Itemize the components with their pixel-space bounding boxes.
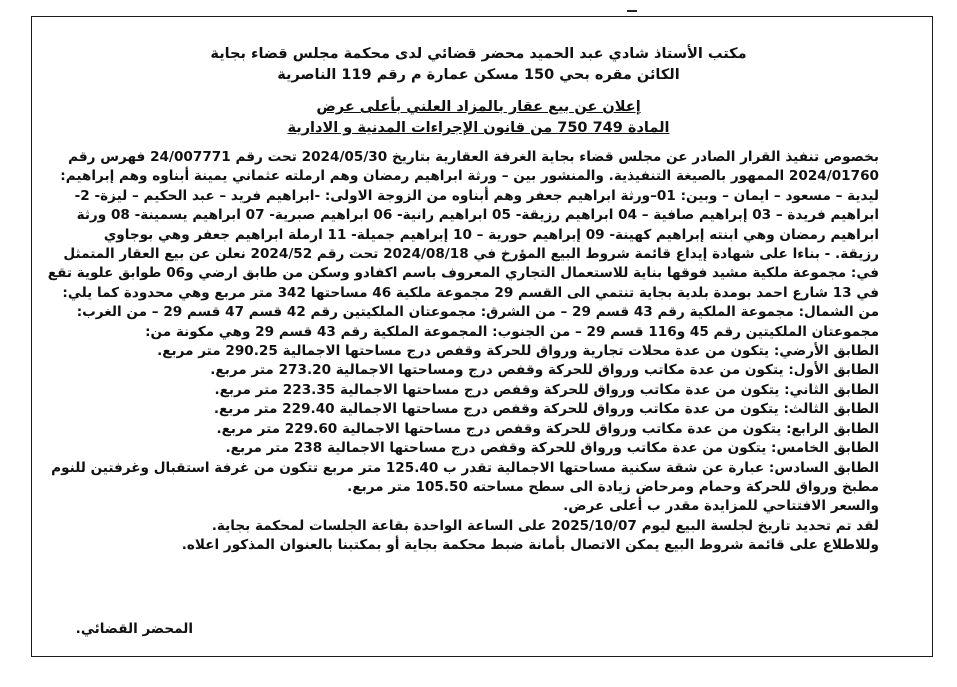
body-line: بخصوص تنفيذ القرار الصادر عن مجلس قضاء بجاية الغرفة العقارية بتاريخ 2024/05/30 تحت رقم 24/007771 فهرس رقم — [68, 149, 879, 165]
floor-line: الطابق الخامس: يتكون من عدة مكاتب ورواق للحركة وقفص درج مساحتها الاجمالية 238 متر مربع. — [225, 440, 879, 457]
body-line: ابراهيم رمضان وهي ابنته إبراهيم كهينة- 09 إبراهيم حورية – 10 إبراهيم جميلة- 11 ارملة ابراهيم جعفر وهي بوجاوي — [103, 226, 879, 243]
address-line: الكائن مقره بحي 150 مسكن عمارة م رقم 119 الناصرية — [277, 67, 680, 83]
announcement-title: إعلان عن بيع عقار بالمزاد العلني بأعلى عرض — [316, 99, 641, 115]
contact-line: وللاطلاع على قائمة شروط البيع يمكن الاتصال بأمانة ضبط محكمة بجاية أو بمكتبنا بالعنوان المذكور اعلاه. — [181, 537, 879, 554]
opening-price-line: والسعر الافتتاحي للمزايدة مقدر ب أعلى عرض. — [563, 498, 879, 515]
announcement-body — [47, 148, 879, 556]
legal-reference: المادة 749 750 من قانون الإجراءات المدنية و الادارية — [287, 120, 670, 136]
body-line: مجموعتان الملكيتين رقم 45 و116 قسم 29 – من الجنوب: المجموعة الملكية رقم 43 قسم 29 وهي مكونة من: — [145, 323, 879, 340]
floor-line: الطابق الأول: يتكون من عدة مكاتب ورواق للحركة وقفص درج ومساحتها الاجمالية 273.20 متر مربع. — [210, 362, 879, 379]
floor-line: الطابق الثالث: يتكون من عدة مكاتب ورواق للحركة وقفص درج مساحتها الاجمالية 229.40 متر مربع. — [213, 401, 879, 418]
body-line: ليدية – مسعود – ايمان – وبين: 01–ورثة ابراهيم جعفر وهم أبناوه من الزوجة الاولى: -ابراهيم فريد – عبد الحكيم – ليزة- 2- — [74, 187, 879, 204]
signature: المحضر القضائي. — [75, 621, 193, 637]
body-line: رزيقة. - بناءا على شهادة إيداع قائمة شروط البيع المؤرخ في 2024/08/18 تحت رقم 2024/52 نعلن عن بيع العقار المتمثل — [63, 246, 879, 263]
floor-line: مطبخ ورواق للحركة وحمام ومرحاض زيادة الى سطح مساحته 105.50 متر مربع. — [347, 478, 879, 495]
body-line: من الشمال: مجموعة الملكية رقم 43 قسم 29 – من الشرق: مجموعتان الملكيتين رقم 42 قسم 47 قسم 29 – من الغرب: — [76, 304, 879, 321]
body-line: في 13 شارع احمد بومدة بلدية بجاية تنتمي الى القسم 29 مجموعة ملكية 46 مساحتها 342 متر مربع وهي محدودة كما يلي: — [62, 284, 879, 301]
top-scan-mark — [627, 6, 637, 12]
body-line: ابراهيم فريدة – 03 إبراهيم صافية – 04 ابراهيم رزيقة- 05 ابراهيم رانية- 06 ابراهيم صبرية- 07 ابراهيم يسمينة- 08 ورثة — [76, 207, 879, 224]
sale-date-line: لقد تم تحديد تاريخ لجلسة البيع ليوم 2025/10/07 على الساعة الواحدة بقاعة الجلسات لمحكمة بجاية. — [211, 517, 879, 534]
office-line: مكتب الأستاذ شادي عبد الحميد محضر قضائي لدى محكمة مجلس قضاء بجاية — [210, 46, 747, 62]
floor-line: الطابق الثاني: يتكون من عدة مكاتب ورواق للحركة وقفص درج مساحتها الاجمالية 223.35 متر مربع. — [214, 381, 879, 398]
body-line: في: مجموعة ملكية مشيد فوقها بناية للاستعمال التجاري المعروف باسم اكفادو وسكن من طابق ارضي و06 طوابق علوية تقع — [47, 265, 879, 282]
floor-line: الطابق الأرضي: يتكون من عدة محلات تجارية ورواق للحركة وقفص درج مساحتها الاجمالية 290.25 متر مربع. — [157, 343, 879, 360]
body-line: 2024/01760 الممهور بالصيغة التنفيذية. والمنشور بين – ورثة ابراهيم رمضان وهم ارملته عثماني يمينة أبناوه وهم إبراهيم: — [60, 168, 879, 185]
floor-line: الطابق السادس: عبارة عن شقة سكنية مساحتها الاجمالية تقدر ب 125.40 متر مربع تتكون من غرفة استقبال وغرفتين للنوم — [51, 459, 879, 476]
floor-line: الطابق الرابع: يتكون من عدة مكاتب ورواق للحركة وقفص درج مساحتها الاجمالية 229.60 متر مربع. — [216, 420, 879, 437]
